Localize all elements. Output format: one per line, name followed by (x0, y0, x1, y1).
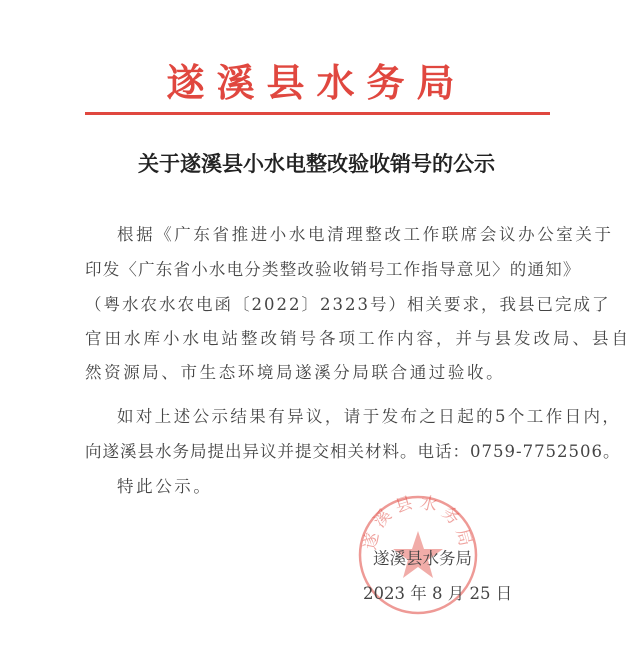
body-line: 根据《广东省推进小水电清理整改工作联席会议办公室关于 (117, 225, 614, 244)
body-line: 向遂溪县水务局提出异议并提交相关材料。电话：0759-7752506。 (85, 442, 621, 461)
body-line: 印发〈广东省小水电分类整改验收销号工作指导意见〉的通知》 (85, 260, 581, 279)
svg-text:遂 溪 县 水 务 局: 遂 溪 县 水 务 局 (360, 493, 476, 552)
header-red-rule (85, 112, 550, 115)
body-line: 如对上述公示结果有异议，请于发布之日起的5个工作日内， (117, 407, 622, 426)
body-line: （粤水农水农电函〔2022〕2323号）相关要求，我县已完成了 (85, 295, 611, 314)
signature-date: 2023 年 8 月 25 日 (363, 584, 513, 603)
closing-line: 特此公示。 (117, 477, 213, 496)
document-title: 关于遂溪县小水电整改验收销号的公示 (138, 151, 495, 176)
issuing-organization-header: 遂溪县水务局 (166, 60, 467, 105)
signature-organization: 遂溪县水务局 (373, 549, 472, 568)
body-line: 官田水库小水电站整改销号各项工作内容，并与县发改局、县自 (85, 329, 631, 348)
body-line: 然资源局、市生态环境局遂溪分局联合通过验收。 (85, 363, 506, 382)
